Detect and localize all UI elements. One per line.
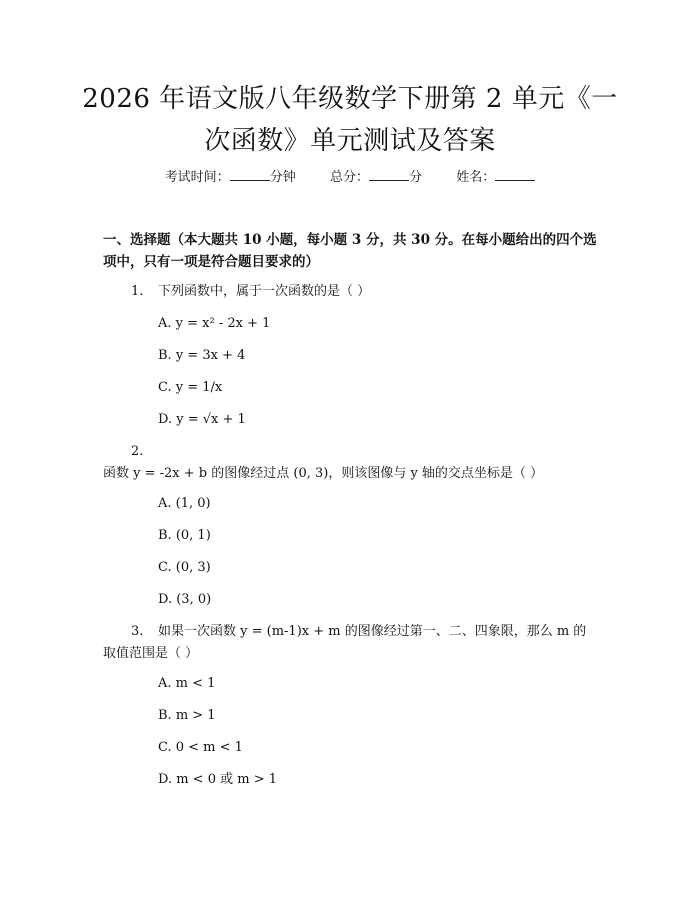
name-blank: [495, 168, 535, 181]
option-d: D. m < 0 或 m > 1: [158, 772, 277, 787]
question-stem: 函数 y = -2x + b 的图像经过点 (0, 3)，则该图像与 y 轴的交点坐标是（ ）: [103, 466, 544, 481]
option-d: D. (3, 0): [158, 592, 212, 607]
question-number: 2.: [131, 444, 144, 459]
time-blank: [230, 168, 270, 181]
question-number: 3.: [131, 624, 144, 639]
option-d: D. y = √x + 1: [158, 412, 246, 427]
section-heading: 一、选择题（本大题共 10 小题，每小题 3 分，共 30 分。在每小题给出的四个选项中，只有一项是符合题目要求的）: [103, 232, 597, 270]
question-1: [103, 281, 595, 303]
question-stem: 如果一次函数 y = (m-1)x + m 的图像经过第一、二、四象限，那么 m 的取值范围是（ ）: [103, 624, 587, 661]
time-unit: 分钟: [269, 170, 296, 185]
option-b: B. y = 3x + 4: [158, 348, 246, 363]
title-line-1: 2026 年语文版八年级数学下册第 2 单元《一: [82, 84, 618, 114]
option-b: B. m > 1: [158, 708, 216, 723]
option-c: C. 0 < m < 1: [158, 740, 243, 755]
question-stem: 下列函数中，属于一次函数的是（ ）: [158, 284, 371, 299]
name-label: 姓名：: [456, 170, 496, 185]
option-c: C. (0, 3): [158, 560, 211, 575]
score-unit: 分: [409, 170, 423, 185]
question-3: [103, 621, 595, 665]
score-blank: [369, 168, 409, 181]
score-label: 总分：: [329, 170, 369, 185]
option-a: A. m < 1: [158, 676, 216, 691]
option-b: B. (0, 1): [158, 528, 211, 543]
option-a: A. (1, 0): [158, 496, 211, 511]
page-title: [70, 78, 630, 162]
question-2: [103, 441, 595, 485]
question-number: 1.: [131, 284, 144, 299]
option-a: A. y = x² - 2x + 1: [158, 316, 271, 331]
option-c: C. y = 1/x: [158, 380, 223, 395]
title-line-2: 次函数》单元测试及答案: [204, 126, 496, 156]
exam-meta: [0, 168, 700, 188]
time-label: 考试时间：: [164, 170, 230, 185]
